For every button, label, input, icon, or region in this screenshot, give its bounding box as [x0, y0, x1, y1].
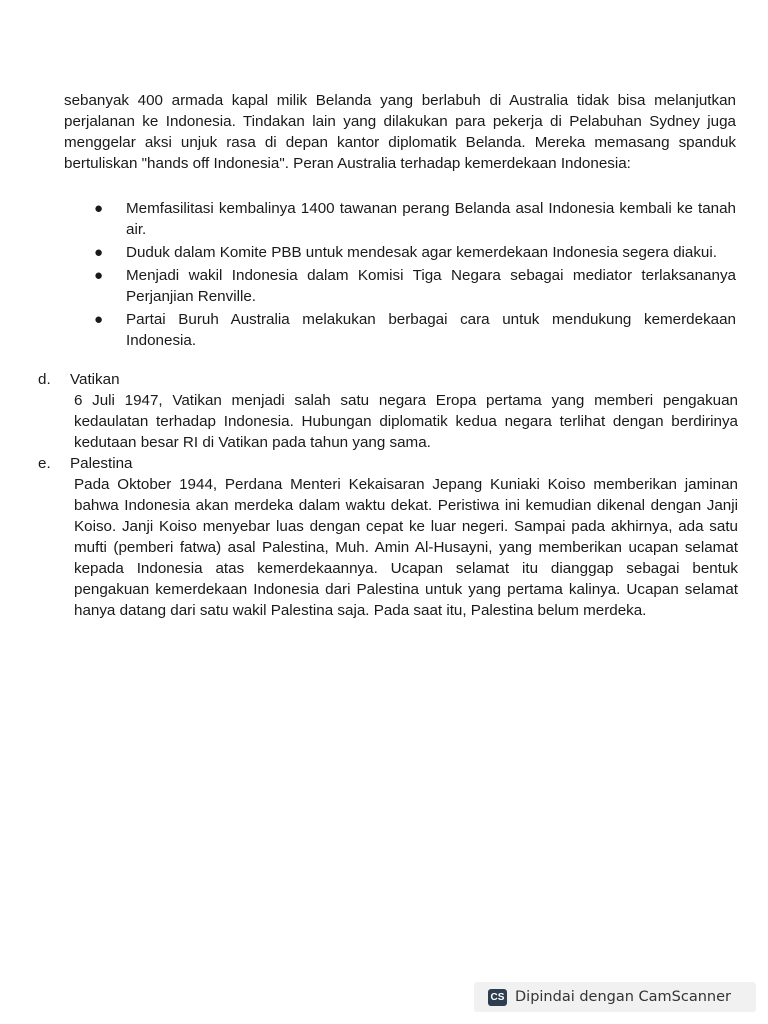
- list-item-text: Duduk dalam Komite PBB untuk mendesak agar kemerdekaan Indonesia segera diakui.: [126, 244, 717, 261]
- list-item: [90, 242, 736, 263]
- list-item: [90, 265, 736, 307]
- section-title: Palestina: [70, 455, 133, 472]
- watermark-label: Dipindai dengan CamScanner: [515, 989, 732, 1005]
- bullet-icon: ●: [94, 200, 104, 217]
- section-letter: e.: [38, 455, 51, 472]
- list-item: [90, 198, 736, 240]
- bullet-icon: ●: [94, 267, 104, 284]
- list-item-text: Memfasilitasi kembalinya 1400 tawanan perang Belanda asal Indonesia kembali ke tanah air.: [126, 200, 736, 238]
- list-item: [90, 309, 736, 351]
- section-body: Pada Oktober 1944, Perdana Menteri Kekaisaran Jepang Kuniaki Koiso memberikan jaminan bahwa Indonesia akan merdeka dalam waktu dekat. Peristiwa ini kemudian dikenal dengan Janji Koiso. Janji Koiso menyebar luas dengan cepat ke luar negeri. Sampai pada akhirnya, ada satu mufti (pemberi fatwa) asal Palestina, Muh. Amin Al-Husayni, yang memberikan ucapan selamat kepada Indonesia atas kemerdekaannya. Ucapan selamat itu dianggap sebagai bentuk pengakuan kemerdekaan Indonesia dari Palestina untuk yang pertama kalinya. Ucapan selamat hanya datang dari satu wakil Palestina saja. Pada saat itu, Palestina belum merdeka.: [74, 476, 738, 619]
- list-item-text: Partai Buruh Australia melakukan berbagai cara untuk mendukung kemerdekaan Indonesia.: [126, 311, 736, 349]
- section-letter: d.: [38, 371, 51, 388]
- section-title: Vatikan: [70, 371, 120, 388]
- section-heading: [38, 453, 738, 474]
- bullet-icon: ●: [94, 244, 104, 261]
- camscanner-logo-icon: CS: [488, 989, 507, 1006]
- section-vatikan: [38, 369, 738, 453]
- section-body: 6 Juli 1947, Vatikan menjadi salah satu negara Eropa pertama yang memberi pengakuan kedaulatan terhadap Indonesia. Hubungan diplomatik kedua negara terlihat dengan berdirinya kedutaan besar RI di Vatikan pada tahun yang sama.: [74, 392, 738, 451]
- bullet-icon: ●: [94, 311, 104, 328]
- australia-role-list: [90, 198, 736, 353]
- intro-paragraph: sebanyak 400 armada kapal milik Belanda yang berlabuh di Australia tidak bisa melanjutkan perjalanan ke Indonesia. Tindakan lain yang dilakukan para pekerja di Pelabuhan Sydney juga menggelar aksi unjuk rasa di depan kantor diplomatik Belanda. Mereka memasang spanduk bertuliskan "hands off Indonesia". Peran Australia terhadap kemerdekaan Indonesia:: [64, 92, 736, 172]
- section-palestina: [38, 453, 738, 621]
- list-item-text: Menjadi wakil Indonesia dalam Komisi Tiga Negara sebagai mediator terlaksananya Perjanjian Renville.: [126, 267, 736, 305]
- camscanner-watermark: [474, 982, 756, 1012]
- section-heading: [38, 369, 738, 390]
